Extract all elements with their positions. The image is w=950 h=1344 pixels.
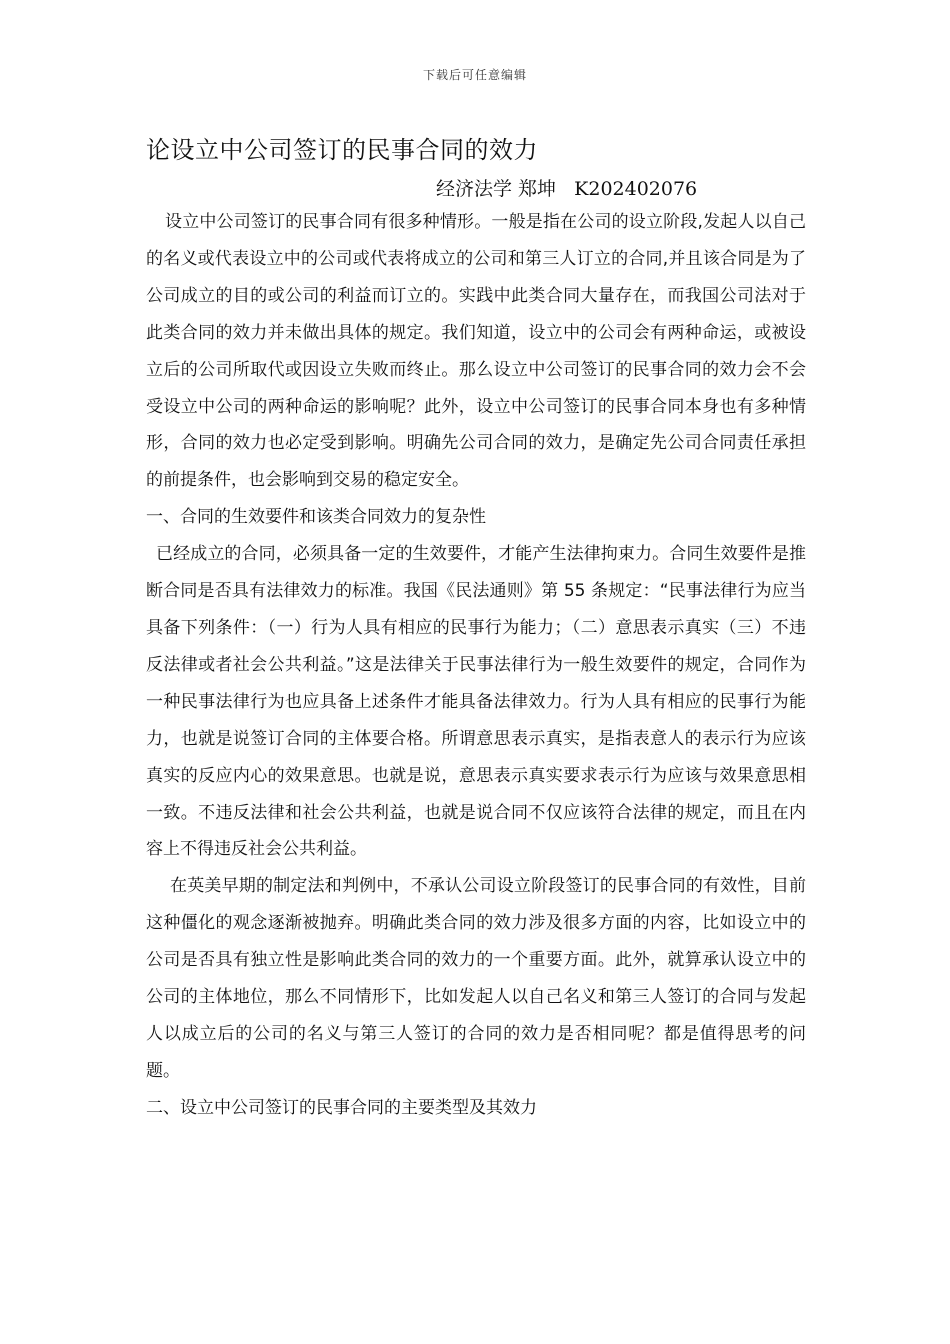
author-byline: 经济法学 郑坤 K202402076 xyxy=(436,178,698,200)
paragraph-anglo-american-law: 在英美早期的制定法和判例中，不承认公司设立阶段签订的民事合同的有效性，目前这种僵化的观念逐渐被抛弃。明确此类合同的效力涉及很多方面的内容，比如设立中的公司是否具有独立性是影响此类合同的效力的一个重要方面。此外，就算承认设立中的公司的主体地位，那么不同情形下，比如发起人以自己名义和第三人签订的合同与发起人以成立后的公司的名义与第三人签订的合同的效力是否相同呢？都是值得思考的问题。 xyxy=(146,876,806,1081)
header-note: 下载后可任意编辑 xyxy=(422,68,527,82)
paragraph-intro: 设立中公司签订的民事合同有很多种情形。一般是指在公司的设立阶段,发起人以自己的名义或代表设立中的公司或代表将成立的公司和第三人订立的合同,并且该合同是为了公司成立的目的或公司的利益而订立的。实践中此类合同大量存在，而我国公司法对于此类合同的效力并未做出具体的规定。我们知道，设立中的公司会有两种命运，或被设立后的公司所取代或因设立失败而终止。那么设立中公司签订的民事合同的效力会不会受设立中公司的两种命运的影响呢？此外，设立中公司签订的民事合同本身也有多种情形，合同的效力也必定受到影响。明确先公司合同的效力，是确定先公司合同责任承担的前提条件，也会影响到交易的稳定安全。 xyxy=(146,212,806,491)
paragraph-validity-requirements: 已经成立的合同，必须具备一定的生效要件，才能产生法律拘束力。合同生效要件是推断合同是否具有法律效力的标准。我国《民法通则》第 55 条规定：“民事法律行为应当具备下列条件：（一）行为人具有相应的民事行为能力；（二）意思表示真实（三）不违反法律或者社会公共利益。”这是法律关于民事法律行为一般生效要件的规定，合同作为一种民事法律行为也应具备上述条件才能具备法律效力。行为人具有相应的民事行为能力，也就是说签订合同的主体要合格。所谓意思表示真实，是指表意人的表示行为应该真实的反应内心的效果意思。也就是说，意思表示真实要求表示行为应该与效果意思相一致。不违反法律和社会公共利益，也就是说合同不仅应该符合法律的规定，而且在内容上不得违反社会公共利益。 xyxy=(146,544,806,860)
section-heading-1: 一、合同的生效要件和该类合同效力的复杂性 xyxy=(146,507,486,528)
document-body xyxy=(146,204,806,1127)
document-title: 论设立中公司签订的民事合同的效力 xyxy=(146,136,538,164)
section-heading-2: 二、设立中公司签订的民事合同的主要类型及其效力 xyxy=(146,1097,537,1118)
